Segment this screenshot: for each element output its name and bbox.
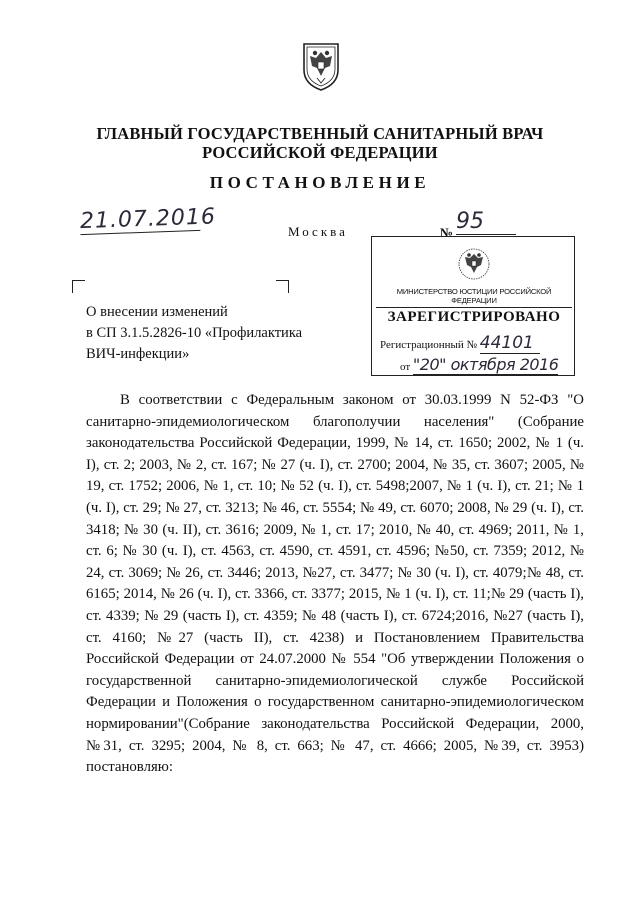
subject-corner-right xyxy=(276,280,289,293)
stamp-date-label: от xyxy=(400,361,411,373)
registration-stamp xyxy=(371,236,575,376)
number-label: № xyxy=(440,225,454,240)
document-type: ПОСТАНОВЛЕНИЕ xyxy=(209,173,431,192)
coat-of-arms-icon xyxy=(300,40,342,92)
document-subject xyxy=(86,302,336,365)
stamp-reg-row xyxy=(380,333,540,354)
stamp-date-row xyxy=(400,355,558,375)
document-date: 21.07.2016 xyxy=(79,204,217,235)
authority-line-1: ГЛАВНЫЙ ГОСУДАРСТВЕННЫЙ САНИТАРНЫЙ ВРАЧ xyxy=(96,124,544,143)
subject-line-1: О внесении изменений xyxy=(86,304,228,320)
authority-line-2: РОССИЙСКОЙ ФЕДЕРАЦИИ xyxy=(202,143,438,162)
stamp-coat-of-arms-icon xyxy=(458,245,490,283)
stamp-reg-date: "20" октября 2016 xyxy=(412,355,559,374)
subject-corner-left xyxy=(72,280,85,293)
stamp-ministry: МИНИСТЕРСТВО ЮСТИЦИИ РОССИЙСКОЙ ФЕДЕРАЦИИ xyxy=(376,287,572,308)
preamble-paragraph: В соответствии с Федеральным законом от 30.03.1999 N 52-ФЗ "О санитарно-эпидемиологическом благополучии населения" (Собрание законодательства Российской Федерации, 1999, № 14, ст. 1650; 2002, № 1 (ч. I), ст. 2; 2003, № 2, ст. 167; № 27 (ч. I), ст. 2700; 2004, № 35, ст. 3607; 2005, № 19, ст. 1752; 2006, № 1, ст. 10; № 52 (ч. I), ст. 5498;2007, № 1 (ч. I), ст. 21; № 1 (ч. I), ст. 29; № 27, ст. 3213; № 46, ст. 5554; № 49, ст. 6070; 2008, № 29 (ч. I), ст. 3418; № 30 (ч. II), ст. 3616; 2009, № 1, ст. 17; 2010, № 40, ст. 4969; 2011, № 1, ст. 6; № 30 (ч. I), ст. 4563, ст. 4590, ст. 4591, ст. 4596; №50, ст. 7359; 2012, № 24, ст. 3069; № 26, ст. 3446; 2013, №27, ст. 3477; № 30 (ч. I), ст. 4079;№ 48, ст. 6165; 2014, № 26 (ч. I), ст. 3366, ст. 3377; 2015, № 1 (ч. I), ст. 11;№ 29 (часть I), ст. 4339; № 29 (часть I), ст. 4359; № 48 (часть I), ст. 6724;2016, №27 (часть I), ст. 4160; №27 (часть II), ст. 4238) и Постановлением Правительства Российской Федерации от 24.07.2000 № 554 "Об утверждении Положения о государственной санитарно-эпидемиологической службе Российской Федерации и Положения о государственном санитарно-эпидемиологическом нормировании"(Собрание законодательства Российской Федерации, 2000, №31, ст. 3295; 2004, № 8, ст. 663; № 47, ст. 4666; 2005, №39, ст. 3953) постановляю: xyxy=(86,392,584,776)
subject-line-2: в СП 3.1.5.2826-10 «Профилактика xyxy=(86,325,303,341)
city: Москва xyxy=(288,224,348,239)
stamp-reg-number: 44101 xyxy=(480,333,540,354)
stamp-registered: ЗАРЕГИСТРИРОВАНО xyxy=(387,309,561,325)
stamp-reg-label: Регистрационный № xyxy=(380,339,478,351)
document-number: 95 xyxy=(456,210,516,235)
subject-line-3: ВИЧ-инфекции» xyxy=(86,346,190,362)
issuing-authority xyxy=(0,124,640,162)
